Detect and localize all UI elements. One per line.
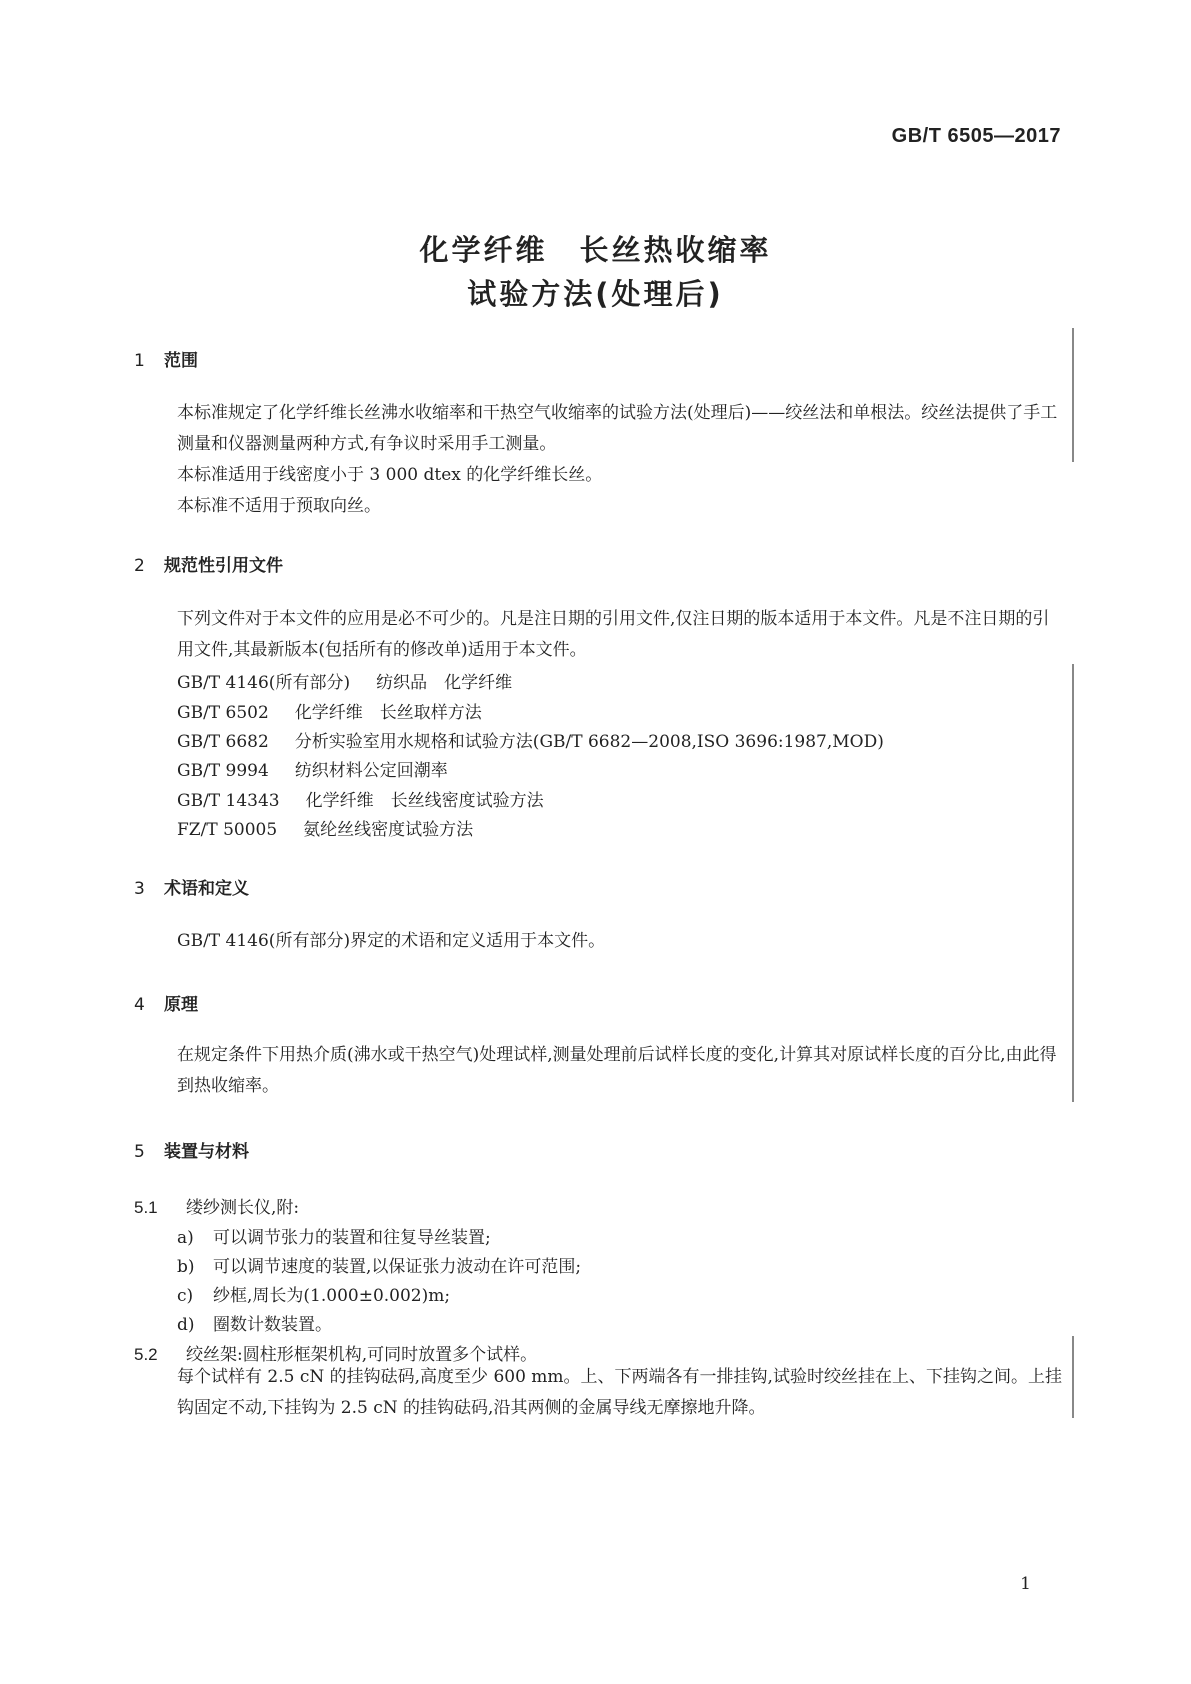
section-heading-1: 1 范围 <box>134 351 198 371</box>
document-title-line1: 化学纤维 长丝热收缩率 <box>419 233 772 267</box>
change-bar <box>1072 1336 1074 1418</box>
change-bar <box>1072 664 1074 1102</box>
paragraph: 在规定条件下用热介质(沸水或干热空气)处理试样,测量处理前后试样长度的变化,计算其对原试样长度的百分比,由此得到热收缩率。 <box>177 1045 1057 1096</box>
standard-number: GB/T 6505—2017 <box>891 125 1061 147</box>
paragraph: 本标准规定了化学纤维长丝沸水收缩率和干热空气收缩率的试验方法(处理后)——绞丝法和单根法。绞丝法提供了手工测量和仪器测量两种方式,有争议时采用手工测量。 本标准适用于线密度小于 3 000 dtex 的化学纤维长丝。 本标准不适用于预取向丝。 <box>177 403 1058 516</box>
page-number: 1 <box>1020 1574 1031 1594</box>
paragraph: 每个试样有 2.5 cN 的挂钩砝码,高度至少 600 mm。上、下两端各有一排挂钩,试验时绞丝挂在上、下挂钩之间。上挂钩固定不动,下挂钩为 2.5 cN 的挂钩砝码,沿其两侧的金属导线无摩擦地升降。 <box>177 1367 1062 1418</box>
section-heading-5: 5 装置与材料 <box>134 1142 249 1162</box>
reference-item: GB/T 14343 化学纤维 长丝线密度试验方法 <box>177 791 544 811</box>
section-heading-4: 4 原理 <box>134 995 198 1015</box>
reference-item: GB/T 6502 化学纤维 长丝取样方法 <box>177 703 482 723</box>
reference-item: FZ/T 50005 氨纶丝线密度试验方法 <box>177 820 474 840</box>
list-item: b) 可以调节速度的装置,以保证张力波动在许可范围; <box>177 1257 582 1277</box>
document-title-line2: 试验方法(处理后) <box>467 277 724 311</box>
reference-item: GB/T 4146(所有部分) 纺织品 化学纤维 <box>177 673 513 693</box>
list-item: c) 纱框,周长为(1.000±0.002)m; <box>177 1286 451 1306</box>
paragraph: 下列文件对于本文件的应用是必不可少的。凡是注日期的引用文件,仅注日期的版本适用于本文件。凡是不注日期的引用文件,其最新版本(包括所有的修改单)适用于本文件。 <box>177 609 1050 660</box>
list-item: a) 可以调节张力的装置和往复导丝装置; <box>177 1228 491 1248</box>
section-heading-2: 2 规范性引用文件 <box>134 556 283 576</box>
subclause-5-1: 5.1 缕纱测长仪,附: <box>134 1198 300 1218</box>
subclause-5-2: 5.2 绞丝架:圆柱形框架机构,可同时放置多个试样。 <box>134 1345 538 1365</box>
change-bar <box>1072 328 1074 462</box>
list-item: d) 圈数计数装置。 <box>177 1315 332 1335</box>
section-heading-3: 3 术语和定义 <box>134 879 249 899</box>
reference-item: GB/T 9994 纺织材料公定回潮率 <box>177 761 448 781</box>
paragraph: GB/T 4146(所有部分)界定的术语和定义适用于本文件。 <box>177 931 606 951</box>
reference-item: GB/T 6682 分析实验室用水规格和试验方法(GB/T 6682—2008,ISO 3696:1987,MOD) <box>177 732 884 752</box>
